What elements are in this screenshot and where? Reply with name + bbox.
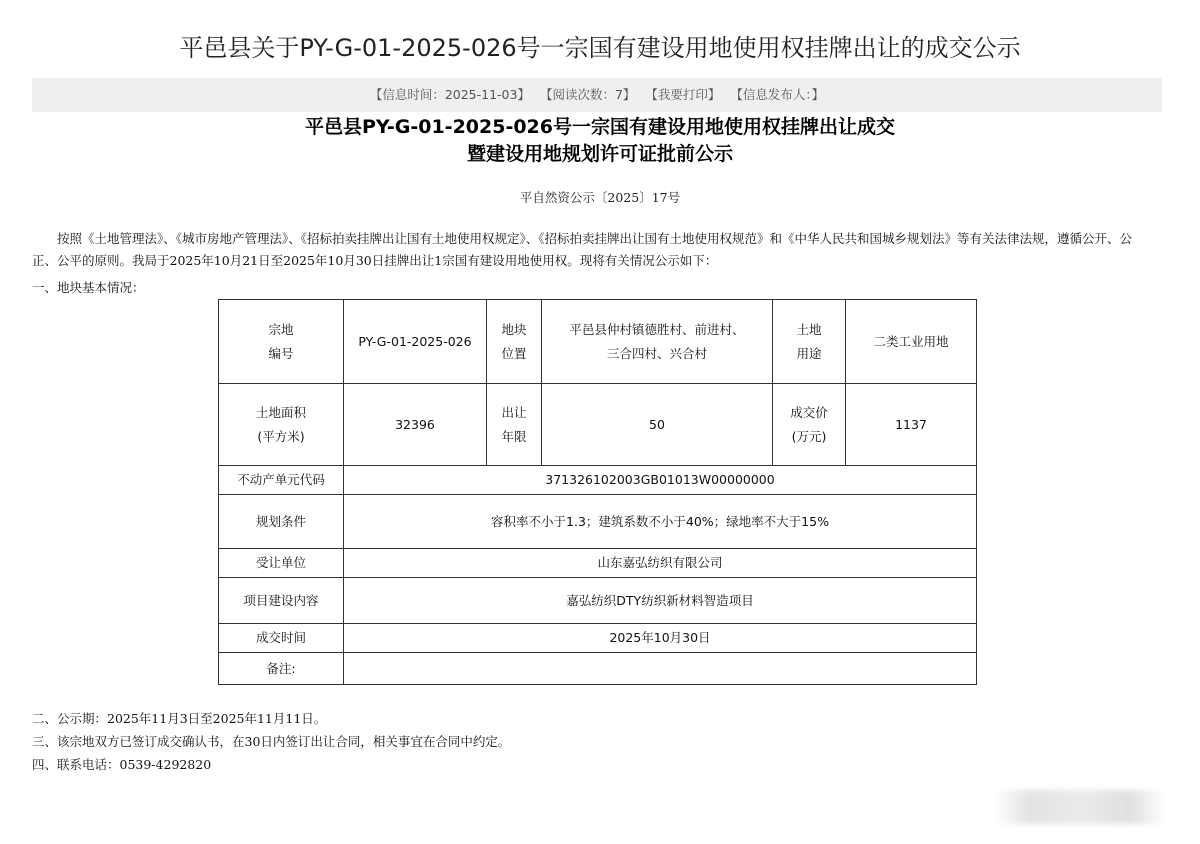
parcel-no-label: 宗地 编号 (219, 300, 344, 384)
price-label: 成交价 (万元) (773, 384, 846, 466)
parcel-info-table (218, 299, 977, 685)
location-label: 地块 位置 (487, 300, 542, 384)
remarks-value (344, 653, 977, 685)
table-row (219, 624, 977, 653)
project-value: 嘉弘纺织DTY纺织新材料智造项目 (344, 578, 977, 624)
term-value: 50 (542, 384, 773, 466)
table-row (219, 466, 977, 495)
area-label: 土地面积 (平方米) (219, 384, 344, 466)
project-label: 项目建设内容 (219, 578, 344, 624)
term-label: 出让 年限 (487, 384, 542, 466)
info-bar (32, 78, 1162, 112)
section-heading-parcel-info: 一、地块基本情况： (32, 280, 145, 295)
area-value: 32396 (344, 384, 487, 466)
info-publisher: 【信息发布人：】 (730, 87, 825, 102)
table-row (219, 578, 977, 624)
table-row (219, 384, 977, 466)
planning-label: 规划条件 (219, 495, 344, 549)
document-number: 平自然资公示〔2025〕17号 (519, 190, 681, 205)
property-code-value: 371326102003GB01013W00000000 (344, 466, 977, 495)
table-row (219, 653, 977, 685)
grantee-value: 山东嘉弘纺织有限公司 (344, 549, 977, 578)
info-reads: 【阅读次数：7】 (539, 87, 636, 102)
document-title-line-1: 平邑县PY-G-01-2025-026号一宗国有建设用地使用权挂牌出让成交 (304, 116, 895, 138)
contract-note: 三、该宗地双方已签订成交确认书，在30日内签订出让合同，相关事宜在合同中约定。 (32, 734, 511, 749)
table-row (219, 495, 977, 549)
land-use-label: 土地 用途 (773, 300, 846, 384)
blurred-watermark (995, 790, 1165, 824)
page-title: 平邑县关于PY-G-01-2025-026号一宗国有建设用地使用权挂牌出让的成交公示 (179, 34, 1021, 62)
document-title-line-2: 暨建设用地规划许可证批前公示 (466, 143, 733, 165)
notice-period: 二、公示期：2025年11月3日至2025年11月11日。 (32, 711, 327, 726)
deal-time-value: 2025年10月30日 (344, 624, 977, 653)
deal-time-label: 成交时间 (219, 624, 344, 653)
land-use-value: 二类工业用地 (846, 300, 977, 384)
parcel-no-value: PY-G-01-2025-026 (344, 300, 487, 384)
grantee-label: 受让单位 (219, 549, 344, 578)
price-value: 1137 (846, 384, 977, 466)
document-title (0, 114, 1200, 168)
intro-paragraph: 按照《土地管理法》、《城市房地产管理法》、《招标拍卖挂牌出让国有土地使用权规定》、《招标拍卖挂牌出让国有土地使用权规范》和《中华人民共和国城乡规划法》等有关法律法规，遵循公开、公正、公平的原则。我局于2025年10月21日至2025年10月30日挂牌出让1宗国有建设用地使用权。现将有关情况公示如下： (32, 231, 1133, 268)
property-code-label: 不动产单元代码 (219, 466, 344, 495)
print-link[interactable]: 【我要打印】 (645, 87, 721, 102)
table-row (219, 549, 977, 578)
info-time: 【信息时间：2025-11-03】 (369, 87, 530, 102)
contact-phone: 四、联系电话：0539-4292820 (32, 757, 212, 772)
location-value: 平邑县仲村镇德胜村、前进村、 三合四村、兴合村 (542, 300, 773, 384)
table-row (219, 300, 977, 384)
planning-value: 容积率不小于1.3；建筑系数不小于40%；绿地率不大于15% (344, 495, 977, 549)
remarks-label: 备注: (219, 653, 344, 685)
footer-notes (32, 707, 510, 776)
